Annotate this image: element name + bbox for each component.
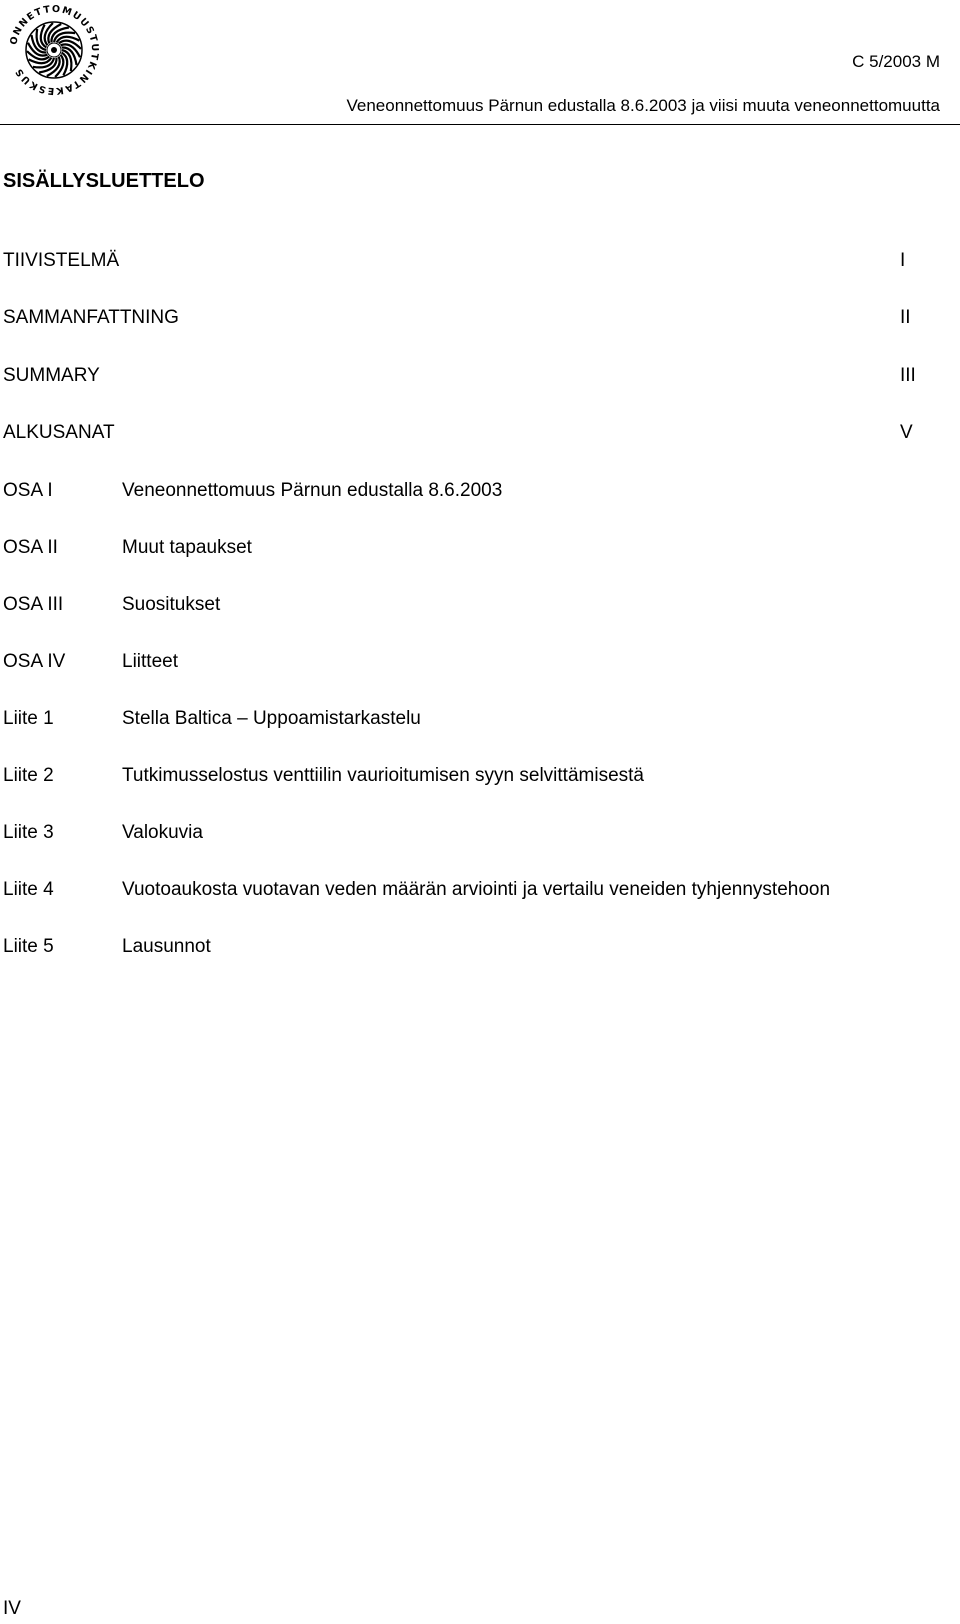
toc-part-title: Liitteet (122, 651, 178, 672)
toc-entry-label: SUMMARY (3, 365, 100, 386)
toc-appendix-title: Lausunnot (122, 936, 211, 957)
svg-text:ONNETTOMUUSTUTKINTAKESKUS: ONNETTOMUUSTUTKINTAKESKUS (8, 3, 101, 97)
toc-entry-page: II (900, 307, 911, 328)
toc-appendix-label: Liite 5 (3, 936, 54, 957)
toc-entry-label: SAMMANFATTNING (3, 307, 179, 328)
toc-appendix-label: Liite 3 (3, 822, 54, 843)
toc-part-label: OSA I (3, 480, 53, 501)
agency-logo (6, 2, 102, 98)
toc-appendix-label: Liite 1 (3, 708, 54, 729)
toc-appendix-title: Tutkimusselostus venttiilin vaurioitumisen syyn selvittämisestä (122, 765, 644, 786)
toc-part-label: OSA IV (3, 651, 66, 672)
toc-appendix-label: Liite 2 (3, 765, 54, 786)
toc-entry-label: TIIVISTELMÄ (3, 250, 120, 271)
document-code: C 5/2003 M (852, 52, 940, 71)
toc-entry-page: V (900, 422, 913, 443)
header-title: Veneonnettomuus Pärnun edustalla 8.6.2003 ja viisi muuta veneonnettomuutta (346, 96, 940, 115)
toc-part-title: Veneonnettomuus Pärnun edustalla 8.6.2003 (122, 480, 503, 501)
toc-appendix-title: Vuotoaukosta vuotavan veden määrän arviointi ja vertailu veneiden tyhjennystehoon (122, 879, 831, 900)
toc-part-title: Muut tapaukset (122, 537, 252, 558)
toc-part-label: OSA II (3, 537, 58, 558)
toc-entry-page: I (900, 250, 906, 271)
toc-heading: SISÄLLYSLUETTELO (3, 170, 205, 192)
toc-entry-page: III (900, 365, 916, 386)
toc-part-title: Suositukset (122, 594, 221, 615)
toc-part-label: OSA III (3, 594, 64, 615)
toc-entry-label: ALKUSANAT (3, 422, 115, 443)
toc-appendix-title: Stella Baltica – Uppoamistarkastelu (122, 708, 421, 729)
page-number: IV (3, 1598, 21, 1619)
toc-appendix-label: Liite 4 (3, 879, 54, 900)
toc-appendix-title: Valokuvia (122, 822, 203, 843)
header-divider (0, 124, 960, 125)
